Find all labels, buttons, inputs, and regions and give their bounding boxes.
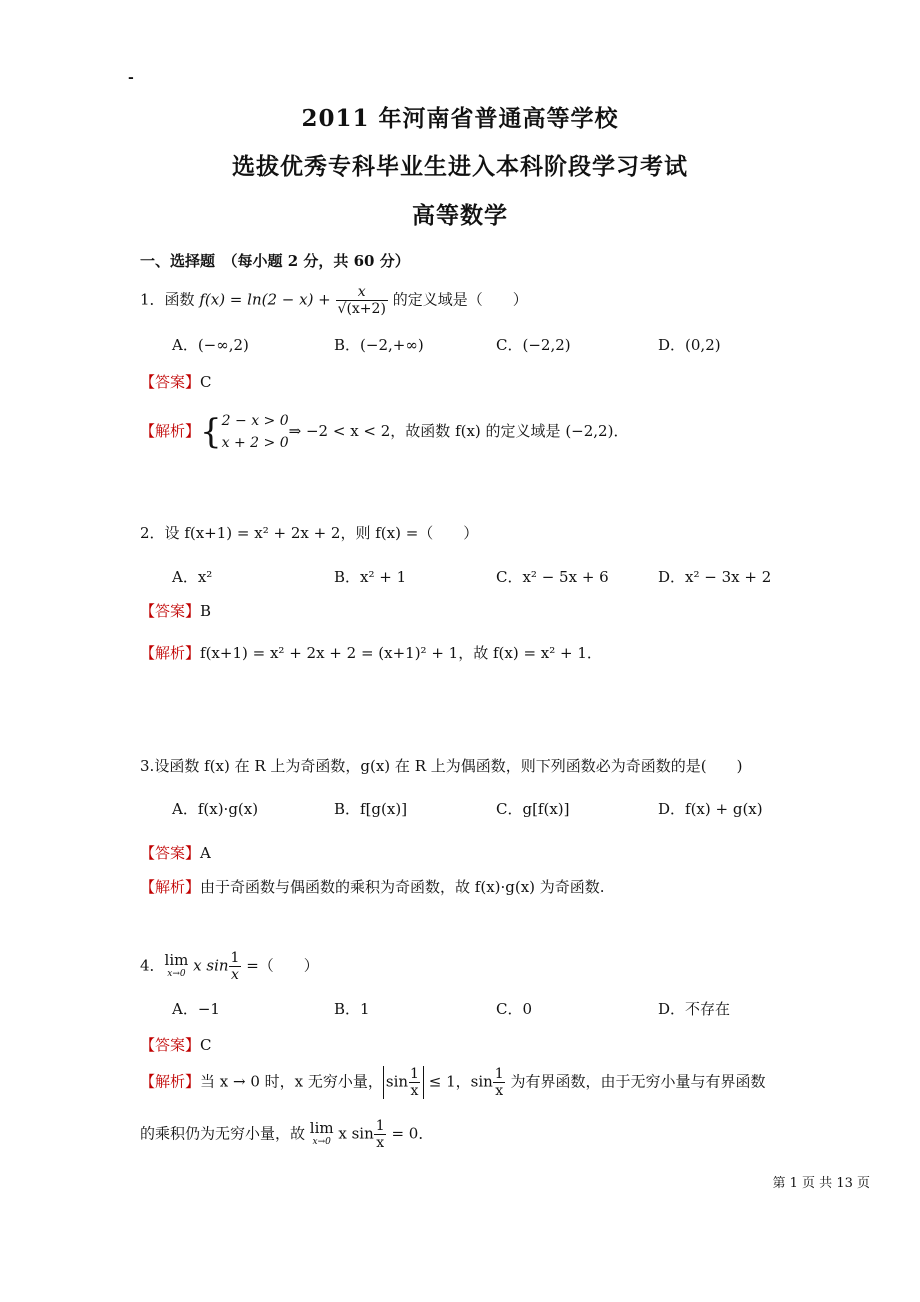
fraction-numerator: 1 (230, 950, 240, 966)
limit-subscript: x→0 (312, 1136, 331, 1147)
analysis-text: ⇒ −2 < x < 2，故函数 f(x) 的定义域是 (−2,2)． (288, 422, 629, 440)
exam-title-line1: 2011 年河南省普通高等学校 (301, 105, 619, 132)
analysis-line (140, 642, 602, 663)
exam-subject-title: 高等数学 (412, 202, 508, 229)
question-number: 2． (140, 524, 165, 542)
question-text-suffix: 的定义域是（ ） (387, 290, 528, 309)
analysis-text-4: 的乘积仍为无穷小量，故 (140, 1124, 310, 1143)
limit-operator (164, 950, 189, 981)
option-d: D．(0,2) (658, 336, 721, 354)
limit-subscript: x→0 (167, 968, 186, 979)
answer-value: A (200, 844, 211, 862)
left-brace: { (200, 412, 222, 452)
question-text: 设 f(x+1) = x² + 2x + 2，则 f(x) =（ ） (164, 524, 479, 542)
option-a: A．(−∞,2) (172, 336, 249, 354)
analysis-line-2 (140, 1118, 433, 1151)
fraction (493, 1066, 506, 1099)
analysis-text-2: ≤ 1，sin (423, 1072, 493, 1091)
question-text: 设函数 f(x) 在 R 上为奇函数，g(x) 在 R 上为偶函数，则下列函数必为奇函数的是( ) (154, 757, 743, 775)
header-dash: - (128, 70, 134, 86)
analysis-text-5: = 0． (386, 1124, 434, 1143)
option-c: C．g[f(x)] (496, 800, 570, 818)
question-text-suffix: =（ ） (241, 956, 319, 975)
option-b: B．1 (334, 1000, 370, 1018)
limit-symbol: lim (309, 1118, 334, 1137)
question-3-stem (140, 755, 742, 776)
option-b: B．(−2,+∞) (334, 336, 424, 354)
inequality-1: 2 − x > 0 (221, 413, 289, 429)
answer-line (140, 371, 212, 392)
analysis-text-1: 当 x → 0 时，x 无穷小量， (200, 1072, 383, 1091)
exam-title-line2: 选拔优秀专科毕业生进入本科阶段学习考试 (232, 153, 688, 180)
question-number: 3. (140, 757, 155, 775)
analysis-text: f(x+1) = x² + 2x + 2 = (x+1)² + 1，故 f(x) = x² + 1． (200, 644, 602, 662)
inequality-system (222, 410, 289, 454)
question-1-stem (140, 284, 528, 317)
fraction-numerator: 1 (375, 1118, 385, 1134)
fraction (229, 950, 242, 983)
limit-expression: x sin (188, 956, 229, 975)
answer-line (140, 1034, 212, 1055)
option-d: D．f(x) + g(x) (658, 800, 763, 818)
fraction (336, 284, 388, 317)
function-expression: f(x) = ln(2 − x) + (199, 290, 336, 309)
question-4-stem (140, 950, 319, 983)
inequality-2: x + 2 > 0 (221, 435, 289, 451)
fraction-numerator: 1 (410, 1066, 419, 1082)
analysis-label: 【解析】 (140, 878, 201, 896)
answer-value: B (200, 602, 212, 620)
option-b: B．f[g(x)] (334, 800, 408, 818)
analysis-line (140, 876, 605, 897)
answer-label: 【答案】 (140, 844, 201, 862)
option-d: D．x² − 3x + 2 (658, 568, 772, 586)
answer-line (140, 600, 211, 621)
option-a: A．x² (172, 568, 213, 586)
absolute-value (383, 1066, 424, 1099)
fraction (374, 1118, 387, 1151)
limit-expression: x sin (333, 1124, 374, 1143)
abs-sin: sin (385, 1072, 409, 1091)
answer-line (140, 842, 211, 863)
fraction-denominator: x (495, 1083, 504, 1099)
question-text: 函数 (164, 290, 200, 309)
answer-label: 【答案】 (140, 1036, 201, 1054)
page-footer: 第 1 页 共 13 页 (772, 1176, 870, 1191)
fraction-denominator: x (376, 1135, 385, 1151)
question-number: 1． (140, 290, 165, 309)
fraction-denominator: √(x+2) (337, 301, 386, 317)
option-a: A．f(x)·g(x) (172, 800, 259, 818)
fraction-denominator: x (231, 967, 239, 983)
analysis-line-1 (140, 1066, 765, 1099)
analysis-text: 由于奇函数与偶函数的乘积为奇函数，故 f(x)·g(x) 为奇函数. (200, 878, 605, 896)
fraction-numerator: x (357, 284, 366, 300)
option-c: C．x² − 5x + 6 (496, 568, 609, 586)
option-d: D．不存在 (658, 1000, 731, 1018)
analysis-label: 【解析】 (140, 422, 201, 440)
question-2-stem (140, 522, 478, 543)
option-c: C．0 (496, 1000, 533, 1018)
answer-value: C (200, 373, 212, 391)
analysis-line (140, 410, 628, 454)
option-c: C．(−2,2) (496, 336, 571, 354)
analysis-text-3: 为有界函数，由于无穷小量与有界函数 (505, 1072, 766, 1091)
fraction (408, 1066, 421, 1099)
limit-operator (309, 1118, 334, 1149)
analysis-label: 【解析】 (140, 644, 201, 662)
answer-value: C (200, 1036, 212, 1054)
limit-symbol: lim (164, 950, 189, 969)
option-b: B．x² + 1 (334, 568, 407, 586)
fraction-denominator: x (410, 1083, 419, 1099)
answer-label: 【答案】 (140, 373, 201, 391)
fraction-numerator: 1 (494, 1066, 504, 1082)
answer-label: 【答案】 (140, 602, 201, 620)
question-number: 4． (140, 956, 165, 975)
option-a: A．−1 (172, 1000, 220, 1018)
section-heading: 一、选择题 （每小题 2 分，共 60 分） (140, 252, 410, 270)
analysis-label: 【解析】 (140, 1072, 201, 1091)
